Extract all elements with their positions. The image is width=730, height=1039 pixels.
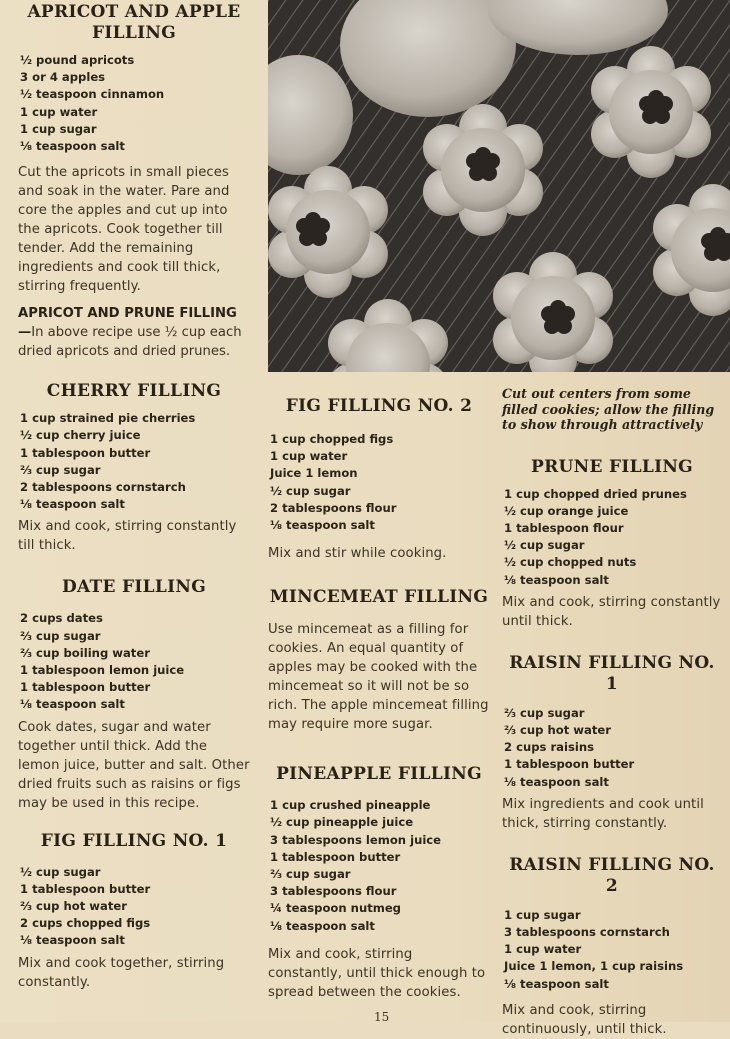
ingredient: ⅔ cup sugar — [504, 705, 585, 720]
ingredient: ⅛ teaspoon salt — [20, 933, 125, 948]
recipe-method: Mix and cook, stirring constantly, until thick enough to spread between the cookies. — [268, 946, 486, 1000]
ingredient: 2 tablespoons flour — [270, 500, 397, 515]
ingredient-list — [20, 410, 250, 513]
ingredient: 3 tablespoons flour — [270, 884, 397, 899]
recipe-fig-1 — [18, 831, 250, 992]
recipe-title — [18, 2, 250, 44]
ingredient: ⅛ teaspoon salt — [20, 497, 125, 512]
ingredient: ⅛ teaspoon salt — [504, 774, 609, 789]
ingredient: ⅛ teaspoon salt — [504, 572, 609, 587]
ingredient: Juice 1 lemon, 1 cup raisins — [504, 959, 684, 974]
ingredient-list — [20, 610, 250, 713]
ingredient: 1 cup water — [504, 942, 582, 957]
ingredient: ⅔ cup hot water — [20, 899, 127, 914]
ingredient: 1 cup sugar — [20, 121, 97, 136]
ingredient-list — [504, 907, 722, 993]
ingredient: 2 cups raisins — [504, 740, 595, 755]
cookie-photo — [268, 0, 730, 372]
ingredient: ⅔ cup sugar — [20, 628, 101, 643]
ingredient: ½ pound apricots — [20, 53, 135, 67]
ingredient: ½ cup sugar — [504, 538, 585, 553]
right-column — [502, 386, 722, 1039]
ingredient-list — [504, 486, 722, 589]
ingredient: 1 tablespoon lemon juice — [20, 663, 185, 678]
recipe-raisin-2 — [502, 855, 722, 1039]
ingredient: 1 cup water — [270, 449, 348, 464]
recipe-title: CHERRY FILLING — [46, 381, 222, 402]
recipe-title: RAISIN FILLING NO. 2 — [509, 854, 715, 896]
ingredient: ⅛ teaspoon salt — [270, 518, 375, 533]
page-number: 15 — [374, 1010, 390, 1024]
recipe-method: Mix and cook together, stirring constantly. — [18, 955, 225, 990]
ingredient: Juice 1 lemon — [270, 466, 358, 481]
ingredient: 1 cup water — [20, 104, 98, 119]
recipe-cherry — [18, 381, 250, 555]
ingredient: 3 tablespoons cornstarch — [504, 924, 670, 939]
recipe-date — [18, 577, 250, 812]
recipe-title: PRUNE FILLING — [531, 456, 693, 477]
left-column — [18, 0, 250, 992]
ingredient: 1 tablespoon butter — [20, 680, 151, 695]
ingredient: ⅛ teaspoon salt — [504, 976, 609, 991]
ingredient: ⅔ cup sugar — [20, 462, 101, 477]
ingredient: ⅛ teaspoon salt — [20, 139, 125, 154]
recipe-title: FIG FILLING NO. 2 — [285, 396, 473, 416]
recipe-pineapple — [268, 764, 490, 1002]
ingredient: ½ cup pineapple juice — [270, 815, 414, 830]
ingredient: 1 cup strained pie cherries — [20, 411, 196, 426]
ingredient: 1 cup chopped dried prunes — [504, 486, 687, 501]
recipe-apricot-apple — [18, 2, 250, 361]
recipe-method: Cook dates, sugar and water together until thick. Add the lemon juice, butter and salt. Other dried fruits such as raisins or figs may be used in this recipe. — [18, 719, 250, 811]
recipe-title: RAISIN FILLING NO. 1 — [509, 652, 715, 694]
variant-text: In above recipe use ½ cup each dried apricots and dried prunes. — [18, 325, 242, 360]
ingredient-list — [270, 431, 490, 534]
recipe-method: Cut the apricots in small pieces and soak in the water. Pare and core the apples and cut up into the apricots. Cook together till tender. Add the remaining ingredients and cook till thick, stirring frequently. — [18, 165, 230, 295]
ingredient: 1 tablespoon butter — [504, 757, 635, 772]
cookies-on-rack-image — [268, 0, 730, 372]
recipe-fig-2 — [268, 396, 490, 563]
recipe-title: MINCEMEAT FILLING — [269, 587, 489, 608]
ingredient: ¼ teaspoon nutmeg — [270, 901, 401, 916]
recipe-method: Mix and stir while cooking. — [268, 546, 447, 562]
recipe-method: Mix ingredients and cook until thick, stirring constantly. — [502, 796, 704, 831]
recipe-method: Mix and cook, stirring constantly until thick. — [502, 594, 721, 629]
recipe-method: Use mincemeat as a filling for cookies. An equal quantity of apples may be cooked with the mincemeat so it will not be so rich. The apple mincemeat filling may require more sugar. — [268, 622, 489, 733]
variant-title: APRICOT AND PRUNE FILLING— — [18, 306, 237, 341]
ingredient: ½ cup sugar — [20, 864, 101, 879]
ingredient: ½ cup cherry juice — [20, 428, 141, 443]
ingredient: 1 tablespoon butter — [20, 881, 151, 896]
ingredient-list — [20, 864, 250, 950]
ingredient: ⅛ teaspoon salt — [20, 697, 125, 712]
ingredient: ½ cup chopped nuts — [504, 555, 637, 570]
title-line-1: APRICOT AND APPLE — [27, 2, 241, 22]
recipe-prune — [502, 457, 722, 631]
ingredient: 1 tablespoon butter — [20, 445, 151, 460]
title-line-2: FILLING — [91, 23, 177, 43]
ingredient: 1 tablespoon flour — [504, 520, 624, 535]
ingredient: 3 or 4 apples — [20, 70, 106, 85]
recipe-title: DATE FILLING — [61, 577, 207, 598]
recipe-method: Mix and cook, stirring constantly till thick. — [18, 519, 237, 554]
ingredient-list — [270, 797, 490, 935]
ingredient: ½ teaspoon cinnamon — [20, 87, 165, 102]
ingredient: 3 tablespoons lemon juice — [270, 832, 442, 847]
ingredient: ⅛ teaspoon salt — [270, 918, 375, 933]
ingredient: 1 cup sugar — [504, 907, 581, 922]
ingredient: 1 tablespoon butter — [270, 849, 401, 864]
recipe-title: FIG FILLING NO. 1 — [40, 830, 228, 851]
recipe-title: PINEAPPLE FILLING — [276, 764, 482, 785]
middle-column — [268, 396, 490, 1002]
ingredient: 1 cup chopped figs — [270, 432, 394, 446]
ingredient-list — [20, 52, 250, 155]
ingredient: 2 tablespoons cornstarch — [20, 480, 186, 495]
ingredient: ⅔ cup hot water — [504, 722, 611, 737]
recipe-raisin-1 — [502, 653, 722, 833]
ingredient: 2 cups chopped figs — [20, 916, 151, 931]
ingredient: ½ cup sugar — [270, 483, 351, 498]
ingredient-list — [504, 705, 722, 791]
ingredient: ½ cup orange juice — [504, 503, 629, 518]
ingredient: ⅔ cup boiling water — [20, 645, 150, 660]
recipe-variant — [18, 304, 250, 361]
ingredient: 1 cup crushed pineapple — [270, 798, 431, 813]
photo-caption: Cut out centers from some filled cookies; allow the filling to show through attractively — [502, 386, 715, 432]
ingredient: ⅔ cup sugar — [270, 867, 351, 882]
recipe-method: Mix and cook, stirring continuously, until thick. — [502, 1002, 667, 1037]
recipe-mincemeat — [268, 587, 490, 734]
ingredient: 2 cups dates — [20, 611, 103, 626]
